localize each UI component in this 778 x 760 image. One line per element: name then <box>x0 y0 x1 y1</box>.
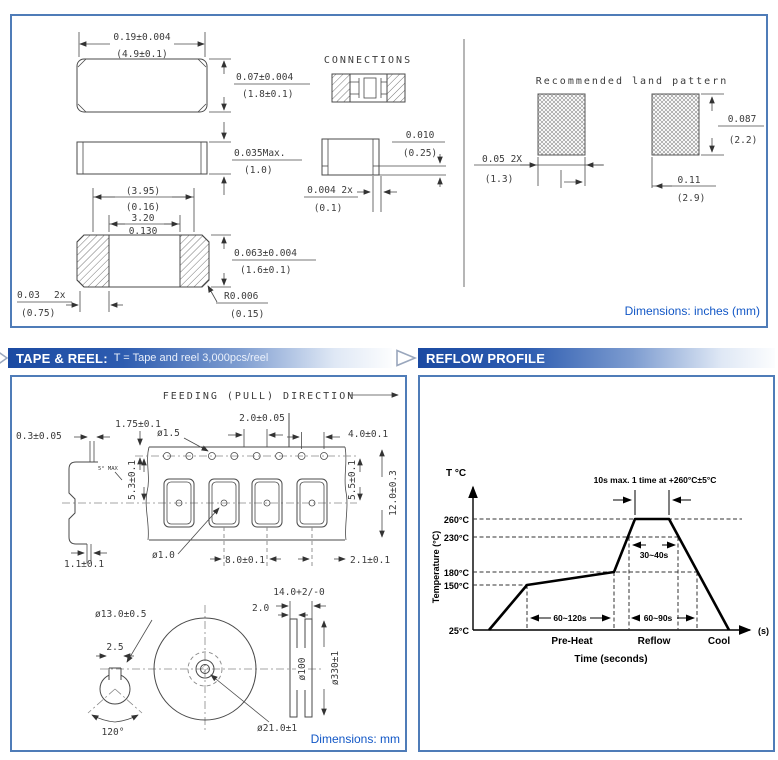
span-peak-label: 30~40s <box>639 550 669 560</box>
right-pad-hatch <box>180 235 209 287</box>
dim-land-h-in: 0.087 <box>727 114 757 125</box>
dim-width-mm: (1.8±0.1) <box>242 89 294 100</box>
dim-body-h-in: 0.063±0.004 <box>234 248 297 259</box>
dim-thickness-in: 0.035Max. <box>234 148 286 159</box>
dim-cap-in: 0.010 <box>405 130 435 141</box>
connections-left-terminal <box>332 74 350 102</box>
reel-front-view <box>95 605 322 734</box>
side-view <box>77 122 302 195</box>
tick-150: 150°C <box>443 581 469 591</box>
dim-length-mm: (4.9±0.1) <box>116 49 168 60</box>
dim-land-w-in: 0.05 2X <box>481 154 523 165</box>
dim-120-deg: 120° <box>101 727 125 738</box>
dim-4-0: 4.0±0.1 <box>348 429 389 440</box>
tick-180: 180°C <box>443 568 469 578</box>
dim-land-h-mm: (2.2) <box>728 135 758 146</box>
dim-corner-r-mm: (0.15) <box>230 309 265 320</box>
reflow-profile-curve <box>489 519 729 630</box>
zone-preheat: Pre-Heat <box>551 636 593 647</box>
carrier-tape <box>62 447 359 567</box>
crystal-symbol <box>350 78 387 98</box>
dim-0-3: 0.3±0.05 <box>16 431 62 442</box>
dim-land-p-mm: (2.9) <box>676 193 706 204</box>
dim-corner-r-in: R0.006 <box>224 291 259 302</box>
feeding-direction-label: FEEDING (PULL) DIRECTION <box>162 391 356 402</box>
dim-body-h-mm: (1.6±0.1) <box>240 265 292 276</box>
tape-cross-section <box>69 441 98 563</box>
dim-1-1: 1.1±0.1 <box>64 559 105 570</box>
dim-standoff-in: 0.004 2x <box>307 185 353 196</box>
zone-cool: Cool <box>707 636 731 647</box>
span-reflow-label: 60~90s <box>643 613 673 623</box>
peak-note: 10s max. 1 time at +260°C±5°C <box>593 475 717 485</box>
dim-hole-1-5: ø1.5 <box>157 428 180 439</box>
dim-13-0: ø13.0±0.5 <box>95 609 147 620</box>
dim-land-w-mm: (1.3) <box>484 174 514 185</box>
reflow-header-bar <box>418 348 775 368</box>
package-outline-panel <box>10 14 768 328</box>
x-axis-unit: (s) <box>758 626 769 636</box>
dim-width-in: 0.07±0.004 <box>236 72 294 83</box>
top-view <box>77 32 310 112</box>
tick-25: 25°C <box>448 626 469 636</box>
x-axis-title: Time (seconds) <box>574 654 648 665</box>
dim-pad-w-qty: 2x <box>54 290 66 301</box>
reel-hub-detail <box>88 642 142 738</box>
tape-reel-header-bar <box>8 348 392 368</box>
dim-pad-w-mm: (0.75) <box>21 308 56 319</box>
top-gradient-banner <box>0 0 778 8</box>
section-pointer-icon <box>394 348 418 368</box>
zone-reflow: Reflow <box>637 636 671 647</box>
dim-5-3: 5.3±0.1 <box>127 459 138 501</box>
reel-side-view <box>252 587 341 717</box>
dim-12-0: 12.0±0.3 <box>388 470 399 516</box>
dim-standoff-mm: (0.1) <box>313 203 343 214</box>
feeding-direction <box>163 391 398 402</box>
dim-hub-100: ø100 <box>297 657 308 681</box>
dim-330: ø330±1 <box>330 650 341 686</box>
reflow-header-title: REFLOW PROFILE <box>426 350 546 366</box>
dim-14-0: 14.0+2/-0 <box>273 587 325 598</box>
dim-2-0: 2.0±0.05 <box>239 413 285 424</box>
tape-dimensions <box>16 413 399 570</box>
reflow-profile-panel <box>418 375 775 752</box>
tape-reel-header-title: TAPE & REEL: <box>16 350 108 366</box>
span-preheat-label: 60~120s <box>553 613 587 623</box>
dim-land-p-in: 0.11 <box>677 175 701 186</box>
reflow-profile-chart <box>420 377 773 750</box>
dim-pad-w-in: 0.03 <box>17 290 40 301</box>
duration-spans <box>531 545 694 623</box>
tape-reel-panel <box>10 375 407 752</box>
dim-2-1: 2.1±0.1 <box>350 555 391 566</box>
peak-annotation <box>594 475 717 515</box>
tape-reel-header-subtitle: T = Tape and reel 3,000pcs/reel <box>113 352 269 364</box>
dim-length-in: 0.19±0.004 <box>113 32 171 43</box>
dim-hole-1-0: ø1.0 <box>152 550 175 561</box>
dim-5-max: 5° MAX <box>98 466 118 472</box>
left-pad-hatch <box>77 235 109 287</box>
land-pad-left <box>538 94 585 155</box>
dim-pad-span-in: (0.16) <box>125 202 161 213</box>
dim-pad-gap-mm: 3.20 <box>131 213 155 224</box>
dim-2-0-flange: 2.0 <box>252 603 270 614</box>
reference-lines <box>473 519 742 630</box>
bottom-view <box>17 186 316 320</box>
dim-8-0: 8.0±0.1 <box>224 555 266 566</box>
dim-2-5: 2.5 <box>106 642 124 653</box>
connections-view <box>324 55 412 102</box>
dim-5-5: 5.5±0.1 <box>347 459 358 501</box>
tick-230: 230°C <box>443 533 469 543</box>
dim-21-0: ø21.0±1 <box>257 723 298 734</box>
tape-dimensions-note: Dimensions: mm <box>310 732 400 746</box>
outline-dimensions-note: Dimensions: inches (mm) <box>624 304 760 318</box>
land-pattern-title: Recommended land pattern <box>535 76 729 87</box>
tape-reel-drawing <box>12 377 405 750</box>
tick-260: 260°C <box>443 515 469 525</box>
y-axis-title: Temperature (°C) <box>431 530 441 604</box>
cap-side-view <box>304 130 446 214</box>
dim-pad-span-mm: (3.95) <box>125 186 161 197</box>
t-axis-label: T °C <box>446 468 467 479</box>
land-pad-right <box>652 94 699 155</box>
land-pattern <box>474 76 764 204</box>
dim-pad-gap-in: 0.130 <box>128 226 158 237</box>
dim-1-75: 1.75±0.1 <box>115 419 161 430</box>
dim-thickness-mm: (1.0) <box>244 165 273 176</box>
package-outline-drawing <box>12 16 766 326</box>
connections-title: CONNECTIONS <box>323 55 413 66</box>
dim-cap-mm: (0.25) <box>402 148 438 159</box>
connections-right-terminal <box>387 74 405 102</box>
